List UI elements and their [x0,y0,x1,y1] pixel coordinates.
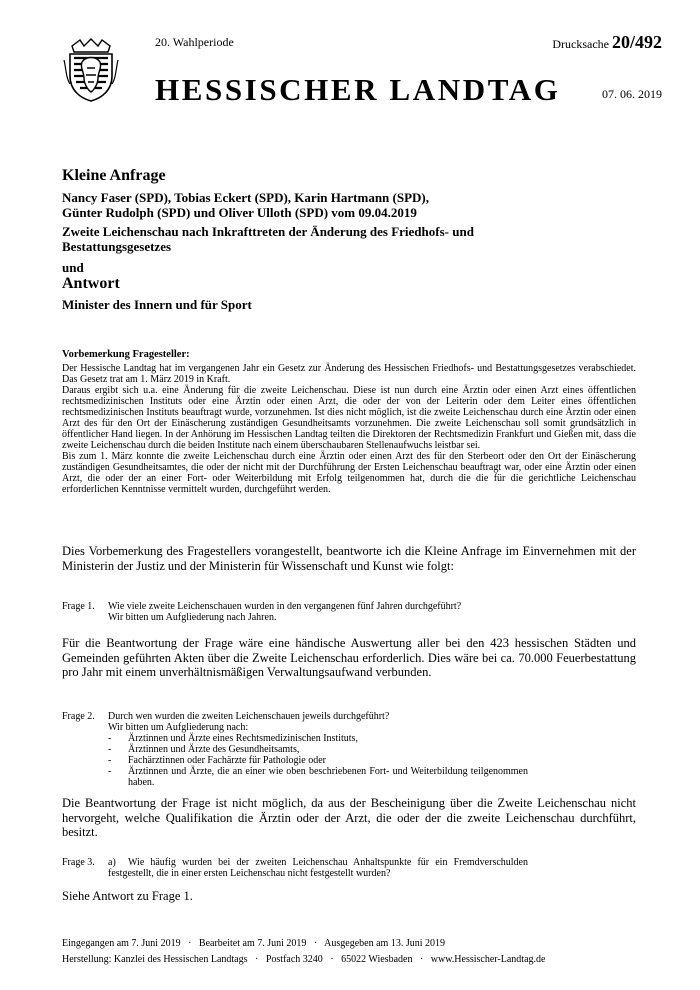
question-1-text [108,601,538,623]
list-item: - Ärztinnen und Ärzte, die an einer wie oben beschriebenen Fort- und Weiterbildung teilgenommen haben. [108,766,528,788]
footer-publisher: Herstellung: Kanzlei des Hessischen Landtags · Postfach 3240 · 65022 Wiesbaden · www.Hessischer-Landtag.de [62,954,546,965]
question-2-label: Frage 2. [62,711,95,722]
drucksache-label: Drucksache [552,37,609,51]
list-item: - Fachärztinnen oder Fachärzte für Pathologie oder [108,755,326,766]
question-2-line: Durch wen wurden die zweiten Leichenschauen jeweils durchgeführt? [108,711,390,722]
list-item: - Ärztinnen und Ärzte des Gesundheitsamts, [108,744,300,755]
answer-1: Für die Beantwortung der Frage wäre eine händische Auswertung aller bei den 423 hessischen Städten und Gemeinden geführten Akten über die Zweite Leichenschau erforderlich. Dies wäre bei ca. 70.000 Feuerbestattung pro Jahr mit einem unverhältnismäßigen Verwaltungsaufwand verbunden. [62,636,636,679]
vorbemerkung-paragraph: Bis zum 1. März konnte die zweite Leichenschau durch eine Ärztin oder einen Arzt des für den Sterbeort oder den Ort der Einäscherung zuständigen Gesundheitsamtes, die oder der nicht mit der Durchführung der Ersten Leichenschau beauftragt war, oder eine Ärztin oder einen Arzt, die oder der an einer Fort- oder Weiterbildung mit Erfolg teilgenommen hat, durch die die für die gerichtliche Leichenschau erforderlichen Kenntnisse vermittelt wurden, durchgeführt werden. [62,451,636,495]
antwort-heading: Antwort [62,275,120,292]
question-2-text [108,711,528,733]
question-1-line: Wie viele zweite Leichenschauen wurden in den vergangenen fünf Jahren durchgeführt? [108,601,462,612]
und-label: und [62,260,84,275]
authors-line-2: Günter Rudolph (SPD) und Oliver Ulloth (SPD) vom 09.04.2019 [62,205,417,220]
question-3-sub-label: a) [108,857,116,868]
vorbemerkung-body [62,363,636,495]
landtag-title: HESSISCHER LANDTAG [155,72,561,107]
question-1-label: Frage 1. [62,601,95,612]
document-date: 07. 06. 2019 [602,87,662,101]
question-3-label: Frage 3. [62,857,95,868]
document-title [62,224,622,254]
question-1-line: Wir bitten um Aufgliederung nach Jahren. [108,612,277,623]
question-3-line: Wie häufig wurden bei der zweiten Leichenschau Anhaltspunkte für ein Fremdverschulden festgestellt, die in einer ersten Leichenschau nicht festgestellt wurden? [108,857,528,879]
vorbemerkung-heading: Vorbemerkung Fragesteller: [62,349,190,360]
authors [62,190,622,220]
question-2-list [108,733,528,788]
drucksache [552,32,662,53]
title-line-2: Bestattungsgesetzes [62,239,172,254]
vorbemerkung-paragraph: Daraus ergibt sich u.a. eine Änderung für die zweite Leichenschau. Diese ist nun durch eine Ärztin oder einen Arzt eines öffentlichen rechtsmedizinischen Instituts oder eine Ärztin oder einen Arzt, die oder der von der Leiterin oder dem Leiter eines öffentlichen rechtsmedizinischen Instituts beauftragt wurde, vorzunehmen. Ist dies nicht möglich, ist die zweite Leichenschau durch eine Ärztin oder einen Arzt des für den Ort der Einäscherung zuständigen Gesundheitsamts vorzunehmen. Die zweite Leichenschau soll somit grundsätzlich in öffentlicher Hand liegen. In der Anhörung im Hessischen Landtag teilten die Direktoren der Rechtsmedizin Frankfurt und Gießen mit, dass die zweite Leichenschau durch die beiden Institute nach einem überschaubaren Stellenaufwuchs leistbar sei. [62,385,636,451]
list-item: - Ärztinnen und Ärzte eines Rechtsmedizinischen Instituts, [108,733,358,744]
question-2-line: Wir bitten um Aufgliederung nach: [108,722,249,733]
minister: Minister des Innern und für Sport [62,297,252,312]
question-3-text [108,857,528,879]
answer-2: Die Beantwortung der Frage ist nicht möglich, da aus der Bescheinigung über die Zweite Leichenschau nicht hervorgeht, welche Qualifikation die Ärztin oder der Arzt, die oder der die zweite Leichenschau durchführt, besitzt. [62,796,636,839]
footer-dates: Eingegangen am 7. Juni 2019 · Bearbeitet am 7. Juni 2019 · Ausgegeben am 13. Juni 2019 [62,938,445,949]
wahlperiode: 20. Wahlperiode [155,35,234,49]
drucksache-number: 20/492 [611,32,662,52]
hessen-coat-of-arms-icon [62,38,120,102]
response-intro: Dies Vorbemerkung des Fragestellers vorangestellt, beantworte ich die Kleine Anfrage im Einvernehmen mit der Ministerin der Justiz und der Ministerin für Wissenschaft und Kunst wie folgt: [62,544,636,573]
kleine-anfrage-heading: Kleine Anfrage [62,167,166,184]
title-line-1: Zweite Leichenschau nach Inkrafttreten der Änderung des Friedhofs- und [62,224,474,239]
authors-line-1: Nancy Faser (SPD), Tobias Eckert (SPD), Karin Hartmann (SPD), [62,190,430,205]
answer-3: Siehe Antwort zu Frage 1. [62,889,193,903]
vorbemerkung-paragraph: Der Hessische Landtag hat im vergangenen Jahr ein Gesetz zur Änderung des Hessischen Friedhofs- und Bestattungsgesetzes verabschiedet. Das Gesetz trat am 1. März 2019 in Kraft. [62,363,636,385]
